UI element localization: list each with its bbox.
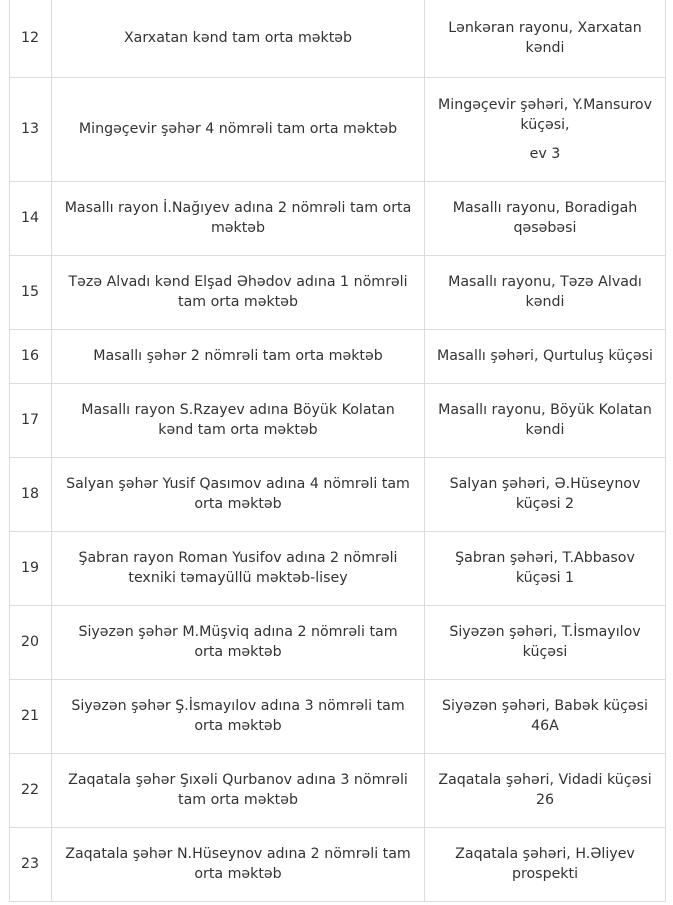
row-number: 22	[10, 753, 52, 827]
row-number: 20	[10, 605, 52, 679]
table-row	[10, 255, 666, 329]
table-row	[10, 329, 666, 383]
school-name: Salyan şəhər Yusif Qasımov adına 4 nömrəli tam orta məktəb	[52, 457, 425, 531]
row-number: 15	[10, 255, 52, 329]
school-name: Masallı rayon S.Rzayev adına Böyük Kolatan kənd tam orta məktəb	[52, 383, 425, 457]
school-name: Masallı rayon İ.Nağıyev adına 2 nömrəli tam orta məktəb	[52, 181, 425, 255]
school-address: Masallı rayonu, Təzə Alvadı kəndi	[425, 255, 666, 329]
school-name: Şabran rayon Roman Yusifov adına 2 nömrəli texniki təmayüllü məktəb-lisey	[52, 531, 425, 605]
school-address: Masallı şəhəri, Qurtuluş küçəsi	[425, 329, 666, 383]
school-address: Şabran şəhəri, T.Abbasov küçəsi 1	[425, 531, 666, 605]
table-row	[10, 383, 666, 457]
school-name: Təzə Alvadı kənd Elşad Əhədov adına 1 nömrəli tam orta məktəb	[52, 255, 425, 329]
school-name: Siyəzən şəhər M.Müşviq adına 2 nömrəli tam orta məktəb	[52, 605, 425, 679]
row-number: 18	[10, 457, 52, 531]
table-row	[10, 181, 666, 255]
table-row	[10, 827, 666, 901]
table-row	[10, 531, 666, 605]
school-address: Siyəzən şəhəri, Babək küçəsi 46A	[425, 679, 666, 753]
school-address: Lənkəran rayonu, Xarxatan kəndi	[425, 0, 666, 77]
table-row	[10, 0, 666, 77]
table-row	[10, 77, 666, 181]
table-row	[10, 679, 666, 753]
school-address: Salyan şəhəri, Ə.Hüseynov küçəsi 2	[425, 457, 666, 531]
school-address: Mingəçevir şəhəri, Y.Mansurov küçəsi,	[438, 96, 652, 133]
school-name: Masallı şəhər 2 nömrəli tam orta məktəb	[52, 329, 425, 383]
row-number: 16	[10, 329, 52, 383]
table-row	[10, 457, 666, 531]
school-address: Siyəzən şəhəri, T.İsmayılov küçəsi	[425, 605, 666, 679]
row-number: 12	[10, 0, 52, 77]
school-name: Zaqatala şəhər Şıxəli Qurbanov adına 3 nömrəli tam orta məktəb	[52, 753, 425, 827]
row-number: 17	[10, 383, 52, 457]
row-number: 19	[10, 531, 52, 605]
school-address: Zaqatala şəhəri, H.Əliyev prospekti	[425, 827, 666, 901]
school-address-extra: ev 3	[529, 145, 561, 162]
school-address-cell	[425, 77, 666, 181]
table-row	[10, 605, 666, 679]
table-row	[10, 753, 666, 827]
row-number: 14	[10, 181, 52, 255]
school-address: Zaqatala şəhəri, Vidadi küçəsi 26	[425, 753, 666, 827]
schools-table	[9, 0, 666, 902]
row-number: 21	[10, 679, 52, 753]
school-name: Zaqatala şəhər N.Hüseynov adına 2 nömrəli tam orta məktəb	[52, 827, 425, 901]
school-name: Xarxatan kənd tam orta məktəb	[52, 0, 425, 77]
row-number: 23	[10, 827, 52, 901]
school-name: Mingəçevir şəhər 4 nömrəli tam orta məktəb	[52, 77, 425, 181]
school-address: Masallı rayonu, Böyük Kolatan kəndi	[425, 383, 666, 457]
school-address: Masallı rayonu, Boradigah qəsəbəsi	[425, 181, 666, 255]
row-number: 13	[10, 77, 52, 181]
school-name: Siyəzən şəhər Ş.İsmayılov adına 3 nömrəli tam orta məktəb	[52, 679, 425, 753]
